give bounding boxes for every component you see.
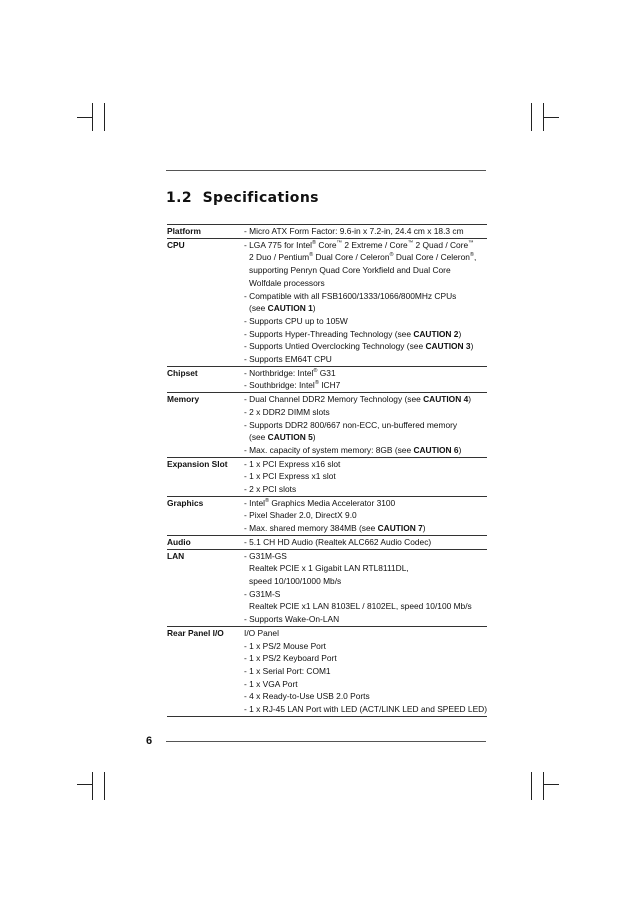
spec-label-cell <box>167 225 244 239</box>
spec-label: Chipset <box>167 367 198 378</box>
spec-label: Expansion Slot <box>167 458 228 469</box>
spec-line: - 1 x PS/2 Keyboard Port <box>244 653 337 664</box>
spec-label-cell <box>167 535 244 549</box>
specifications-table <box>167 224 487 717</box>
caution-reference: CAUTION 6 <box>413 444 459 455</box>
section-title: Specifications <box>202 190 319 206</box>
spec-line: - LGA 775 for Intel® Core™ 2 Extreme / Core™ 2 Quad / Core™ <box>244 239 474 250</box>
spec-label: Graphics <box>167 497 204 508</box>
spec-line: - Micro ATX Form Factor: 9.6-in x 7.2-in, 24.4 cm x 18.3 cm <box>244 226 464 236</box>
spec-line: - 5.1 CH HD Audio (Realtek ALC662 Audio Codec) <box>244 536 432 547</box>
spec-label: Rear Panel I/O <box>167 627 224 638</box>
spec-label-cell <box>167 457 244 496</box>
spec-line: supporting Penryn Quad Core Yorkfield and Dual Core <box>249 265 451 276</box>
spec-line: - 2 x PCI slots <box>244 484 297 495</box>
spec-line: - Supports Hyper-Threading Technology (see CAUTION 2) <box>244 328 462 339</box>
spec-label-cell <box>167 393 244 458</box>
spec-row-cpu <box>167 238 487 366</box>
spec-label-cell <box>167 496 244 535</box>
spec-line: - 1 x Serial Port: COM1 <box>244 665 331 676</box>
spec-line: - Max. shared memory 384MB (see CAUTION 7) <box>244 523 426 534</box>
spec-row-platform <box>167 225 487 239</box>
spec-line: - Supports Wake-On-LAN <box>244 614 340 625</box>
spec-value-cell <box>244 496 487 535</box>
spec-line: (see CAUTION 1) <box>249 303 316 314</box>
spec-line: - Supports CPU up to 105W <box>244 315 348 326</box>
spec-line: - Supports Untied Overclocking Technology (see CAUTION 3) <box>244 341 474 352</box>
spec-line: - G31M-S <box>244 588 281 599</box>
caution-reference: CAUTION 5 <box>267 432 313 443</box>
spec-row-rear-panel-i-o <box>167 626 487 716</box>
spec-line: - Pixel Shader 2.0, DirectX 9.0 <box>244 510 357 521</box>
spec-value-cell <box>244 457 487 496</box>
spec-label-cell <box>167 366 244 392</box>
spec-label-cell <box>167 549 244 626</box>
spec-line: Wolfdale processors <box>249 277 325 288</box>
spec-label: Audio <box>167 536 191 547</box>
spec-line: - Max. capacity of system memory: 8GB (see CAUTION 6) <box>244 444 462 455</box>
spec-label-cell <box>167 626 244 716</box>
header-rule <box>166 170 486 171</box>
spec-line: I/O Panel <box>244 627 279 638</box>
caution-reference: CAUTION 3 <box>425 341 471 352</box>
spec-line: - 1 x PCI Express x16 slot <box>244 458 341 469</box>
spec-line: - Supports EM64T CPU <box>244 354 332 365</box>
spec-line: 2 Duo / Pentium® Dual Core / Celeron® Dual Core / Celeron®, <box>249 252 477 263</box>
section-number: 1.2 <box>166 190 193 206</box>
spec-value-cell <box>244 535 487 549</box>
spec-label-cell <box>167 238 244 366</box>
spec-line: - Southbridge: Intel® ICH7 <box>244 380 341 391</box>
spec-row-chipset <box>167 366 487 392</box>
spec-line: - Dual Channel DDR2 Memory Technology (see CAUTION 4) <box>244 394 472 405</box>
spec-line: Realtek PCIE x1 LAN 8103EL / 8102EL, speed 10/100 Mb/s <box>249 601 472 612</box>
caution-reference: CAUTION 2 <box>413 328 459 339</box>
spec-value-cell <box>244 238 487 366</box>
spec-line: - Northbridge: Intel® G31 <box>244 367 336 378</box>
spec-value-cell <box>244 393 487 458</box>
spec-line: speed 10/100/1000 Mb/s <box>249 575 342 586</box>
page-number: 6 <box>146 735 153 747</box>
spec-line: - G31M-GS <box>244 550 287 561</box>
spec-line: (see CAUTION 5) <box>249 432 316 443</box>
spec-line: - 2 x DDR2 DIMM slots <box>244 406 330 417</box>
spec-line: - Supports DDR2 800/667 non-ECC, un-buffered memory <box>244 419 458 430</box>
spec-label: CPU <box>167 239 185 250</box>
spec-line: - 1 x RJ-45 LAN Port with LED (ACT/LINK LED and SPEED LED) <box>244 704 487 715</box>
spec-label: LAN <box>167 550 185 561</box>
spec-value-cell <box>244 626 487 716</box>
spec-row-memory <box>167 393 487 458</box>
spec-row-graphics <box>167 496 487 535</box>
section-heading <box>166 190 319 206</box>
spec-value-cell <box>244 366 487 392</box>
footer-rule <box>166 741 486 742</box>
spec-line: - Intel® Graphics Media Accelerator 3100 <box>244 497 396 508</box>
spec-line: - 1 x PS/2 Mouse Port <box>244 640 326 651</box>
spec-value-cell <box>244 549 487 626</box>
spec-row-lan <box>167 549 487 626</box>
spec-line: - 1 x VGA Port <box>244 678 298 689</box>
spec-label: Memory <box>167 394 200 405</box>
caution-reference: CAUTION 1 <box>267 303 313 314</box>
spec-line: - 1 x PCI Express x1 slot <box>244 471 336 482</box>
spec-line: Realtek PCIE x 1 Gigabit LAN RTL8111DL, <box>249 563 409 574</box>
spec-label: Platform <box>167 226 201 236</box>
caution-reference: CAUTION 7 <box>377 523 423 534</box>
spec-row-audio <box>167 535 487 549</box>
spec-line: - 4 x Ready-to-Use USB 2.0 Ports <box>244 691 370 702</box>
caution-reference: CAUTION 4 <box>423 394 469 405</box>
spec-value-cell <box>244 225 487 239</box>
spec-line: - Compatible with all FSB1600/1333/1066/800MHz CPUs <box>244 290 457 301</box>
spec-row-expansion-slot <box>167 457 487 496</box>
